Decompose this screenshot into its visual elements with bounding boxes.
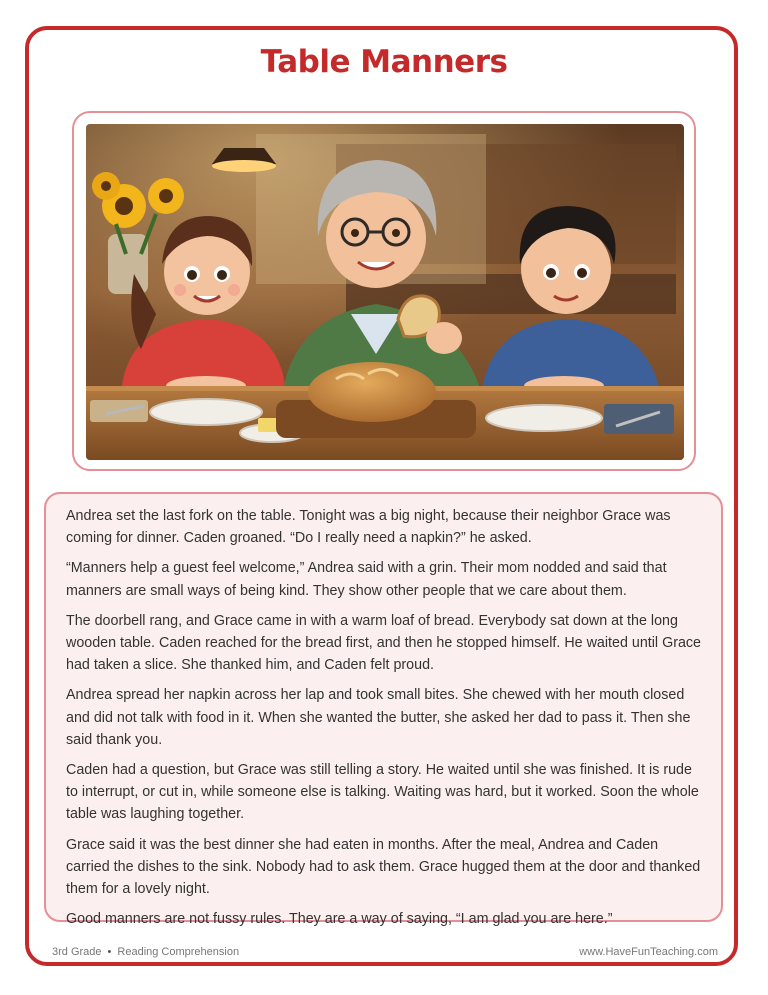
footer-grade-subject: [52, 946, 239, 958]
story-paragraph-3: The doorbell rang, and Grace came in with a warm loaf of bread. Everybody sat down at the long wooden table. Caden reached for the bread first, and then he stopped himself. He waited until Grace had taken a slice. She thanked him, and Caden felt proud.: [66, 612, 702, 674]
footer-subject: Reading Comprehension: [117, 946, 240, 958]
footer-website-link[interactable]: www.HaveFunTeaching.com: [579, 946, 718, 958]
illustration-frame: [72, 111, 696, 471]
illustration: [86, 124, 684, 460]
story-paragraph-7: Good manners are not fussy rules. They are a way of saying, “I am glad you are here.”: [66, 911, 613, 928]
story-paragraph-2: “Manners help a guest feel welcome,” Andrea said with a grin. Their mom nodded and said that manners are small ways of being kind. They show other people that we care about them.: [66, 560, 667, 599]
footer-separator: •: [107, 946, 112, 958]
page-title: Table Manners: [260, 44, 508, 80]
story-panel: [44, 492, 723, 928]
story-paragraph-5: Caden had a question, but Grace was still telling a story. He waited until she was finished. It is rude to interrupt, or cut in, while someone else is talking. Waiting was hard, but it worked. Soon the whole table was laughing together.: [66, 762, 699, 823]
footer-grade: 3rd Grade: [52, 946, 102, 958]
story-paragraph-1: Andrea set the last fork on the table. Tonight was a big night, because their neighbor Grace was coming for dinner. Caden groaned. “Do I really need a napkin?” he asked.: [66, 508, 671, 547]
story-paragraph-6: Grace said it was the best dinner she had eaten in months. After the meal, Andrea and Caden carried the dishes to the sink. Nobody had to ask them. Grace hugged them at the door and thanked them for a lovely night.: [66, 836, 701, 898]
story-paragraph-4: Andrea spread her napkin across her lap and took small bites. She chewed with her mouth closed and did not talk with food in it. When she wanted the butter, she asked her dad to pass it. Then she said thank you.: [66, 687, 691, 748]
